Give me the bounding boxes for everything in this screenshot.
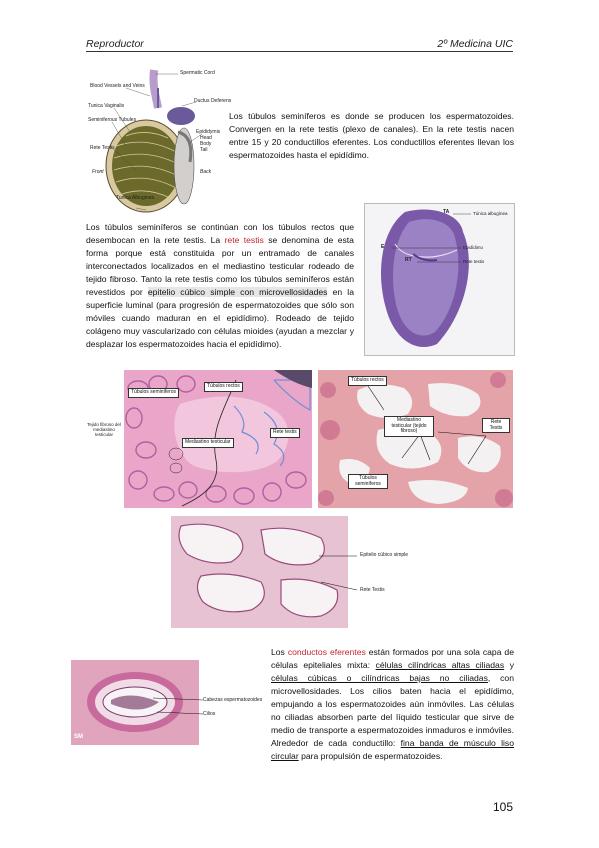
- label-tubulos-seminiferos-fig4: Túbulos seminíferos: [348, 474, 388, 489]
- term-rete-testis: rete testis: [224, 235, 264, 245]
- label-tail: Tail: [200, 147, 208, 153]
- rete-testis-micrograph: [318, 370, 513, 508]
- label-ta: TA: [443, 209, 450, 215]
- label-cilios: Cilios: [203, 711, 216, 717]
- term-conductos-eferentes: conductos eferentes: [287, 647, 366, 657]
- label-tejido-fibroso: Tejido fibroso del mediastino testicular: [87, 422, 121, 437]
- label-epididymis: Epididymis: [196, 129, 221, 135]
- header-left: Reproductor: [86, 38, 144, 50]
- para2-text-3: en la superficie luminal (para progresión de espermatozoides que sólo son móviles cuando maduran en el epidídimo). Rodeado de tejido colágeno muy vascularizado con células mioides (ayudan a mezclar y desplazar los espermatozoides hacia el epidídimo).: [86, 287, 354, 349]
- label-epididimo: Epidídimo: [463, 245, 484, 250]
- paragraph-conductos-eferentes: [271, 646, 514, 763]
- underline-celulas-ciliadas: células cilíndricas altas ciliadas: [375, 660, 505, 670]
- label-back: Back: [200, 169, 212, 175]
- highlight-epitelio: epitelio cúbico simple con microvellosidades: [147, 287, 328, 297]
- label-seminiferous-tubules: Seminiferous Tubules: [88, 117, 137, 123]
- label-tubulos-seminiferos: Túbulos seminíferos: [128, 388, 179, 398]
- testis-anatomy-illustration: [86, 66, 232, 206]
- paragraph-seminiferous-tubules: Los túbulos seminíferos es donde se producen los espermatozoides. Convergen en la rete testis (plexo de canales). En la rete testis nacen entre 15 y 20 conductillos eferentes. Los conductillos eferentes llevan los espermatozoides hasta el epidídimo.: [229, 111, 514, 160]
- para2-text-2: se denomina de esta forma porque está constituida por un entramado de canales interconectados localizados en el mediastino testicular rodeado de tejido fibroso. Tanto la rete testis como los túbulos seminíferos están revestidos por: [86, 235, 354, 297]
- para3-text-1: Los: [271, 647, 288, 657]
- para3-text-3: y: [504, 660, 514, 670]
- label-front: Front: [92, 169, 104, 175]
- label-tubulos-rectos-fig4: Túbulos rectos: [348, 376, 387, 386]
- page-number: 105: [492, 800, 513, 814]
- label-mediastino-fig4: Mediastino testicular (tejido fibroso): [384, 416, 434, 437]
- para3-text-5: para propulsión de espermatozoides.: [298, 751, 443, 761]
- label-cabezas-espermatozoides: Cabezas espermatozoides: [203, 697, 263, 703]
- label-ductus-deferens: Ductus Deferens: [194, 98, 232, 104]
- label-rete-testis-fig4: Rete Testis: [482, 418, 510, 433]
- label-rete-testis-es: Rete testis: [463, 259, 485, 264]
- header-right: 2º Medicina UIC: [437, 38, 513, 50]
- label-tunica-albuginea: Tunica Albuginea: [116, 195, 155, 201]
- para3-text-4: , con microvellosidades. Los cilios baten hacia el epidídimo, empujando a los espermatozoides aún inmóviles. Las células no ciliadas absorben parte del líquido testicular que sirve de medio de transporte a espermatozoides inmaduros e inmóviles. Alrededor de cada conductillo:: [271, 673, 514, 748]
- paragraph-rete-testis: [86, 221, 354, 351]
- label-e: E: [381, 244, 385, 250]
- label-tunica-albuginea-es: Túnica albugínea: [473, 211, 508, 216]
- label-tubulos-rectos: Túbulos rectos: [204, 382, 243, 392]
- mediastinum-micrograph: [86, 370, 312, 508]
- label-rt: RT: [405, 257, 412, 263]
- label-spermatic-cord: Spermatic Cord: [180, 70, 215, 76]
- label-rete-testis-fig5: Rete Testis: [360, 587, 385, 593]
- label-blood-vessels: Blood Vessels and Veins: [90, 83, 145, 89]
- label-rete-testis-fig3: Rete testis: [270, 428, 300, 438]
- header-divider: [86, 51, 513, 52]
- label-rete-testis: Rete Testis: [90, 145, 115, 151]
- label-tunica-vaginalis: Tunica Vaginalis: [88, 103, 125, 109]
- label-mediastino-testicular: Mediastino testicular: [182, 438, 234, 448]
- underline-celulas-no-ciliadas: células cúbicas o cilíndricas bajas no ciliadas: [271, 673, 488, 683]
- para3-text-2: están formados por una sola capa de células epiteliales mixta:: [271, 647, 514, 670]
- label-epitelio-cubico: Epitelio cúbico simple: [360, 552, 409, 558]
- label-body: Body: [200, 141, 212, 147]
- efferent-duct-micrograph: [71, 660, 267, 745]
- label-head: Head: [200, 135, 212, 141]
- testis-section-micrograph: [364, 203, 515, 356]
- underline-musculo-liso: fina banda de músculo liso circular: [271, 738, 514, 761]
- rete-testis-epithelium-micrograph: [171, 516, 348, 628]
- para2-text-1: Los túbulos seminíferos se continúan con los túbulos rectos que desembocan en la rete testis. La: [86, 222, 354, 245]
- label-sm: SM: [74, 734, 83, 740]
